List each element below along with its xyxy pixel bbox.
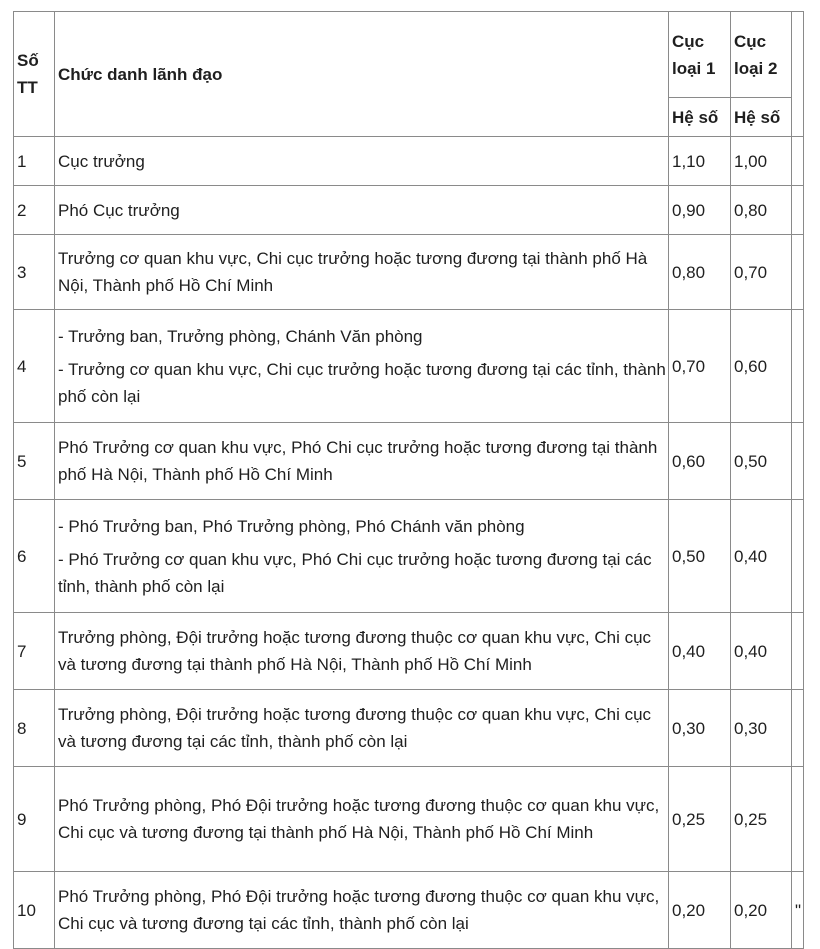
title-line: Trưởng cơ quan khu vực, Chi cục trưởng hoặc tương đương tại thành phố Hà Nội, Thành phố Hồ Chí Minh: [58, 249, 648, 295]
header-stt: Số TT: [14, 12, 55, 137]
row-number: 8: [14, 690, 55, 767]
title-line: - Phó Trưởng ban, Phó Trưởng phòng, Phó Chánh văn phòng: [58, 516, 525, 536]
row-number: 2: [14, 186, 55, 235]
header-cuc-loai-1: Cục loại 1: [669, 12, 731, 98]
coefficient-loai-2: 0,70: [731, 235, 792, 310]
row-extra: [792, 613, 804, 690]
coefficient-loai-2: 0,40: [731, 500, 792, 613]
row-number: 1: [14, 137, 55, 186]
title-line: Phó Trưởng phòng, Phó Đội trưởng hoặc tương đương thuộc cơ quan khu vực, Chi cục và tương đương tại thành phố Hà Nội, Thành phố Hồ Chí Minh: [58, 796, 660, 842]
header-cuc-loai-2: Cục loại 2: [731, 12, 792, 98]
row-title: [55, 186, 669, 235]
coefficient-loai-1: 0,70: [669, 310, 731, 423]
row-title: [55, 235, 669, 310]
table-row: [14, 872, 804, 949]
table-row: [14, 500, 804, 613]
header-extra: [792, 12, 804, 137]
coefficient-loai-1: 0,40: [669, 613, 731, 690]
row-number: 3: [14, 235, 55, 310]
row-title: [55, 500, 669, 613]
title-line: Trưởng phòng, Đội trưởng hoặc tương đương thuộc cơ quan khu vực, Chi cục và tương đương tại thành phố Hà Nội, Thành phố Hồ Chí Minh: [58, 628, 652, 674]
title-line: Cục trưởng: [58, 151, 145, 171]
row-number: 5: [14, 423, 55, 500]
header-he-so-1: Hệ số: [669, 98, 731, 137]
row-extra: [792, 423, 804, 500]
title-line: - Trưởng cơ quan khu vực, Chi cục trưởng hoặc tương đương tại các tỉnh, thành phố còn lại: [58, 359, 666, 406]
header-row: [14, 12, 804, 98]
coefficient-loai-1: 0,20: [669, 872, 731, 949]
row-extra: [792, 235, 804, 310]
title-line: - Trưởng ban, Trưởng phòng, Chánh Văn phòng: [58, 326, 423, 346]
coefficient-loai-1: 0,60: [669, 423, 731, 500]
row-number: 6: [14, 500, 55, 613]
row-extra: [792, 767, 804, 872]
row-extra: [792, 500, 804, 613]
row-number: 9: [14, 767, 55, 872]
row-title: [55, 613, 669, 690]
coefficient-loai-2: 0,20: [731, 872, 792, 949]
row-extra: ": [792, 872, 804, 949]
table-row: [14, 613, 804, 690]
coefficient-table: [13, 11, 804, 949]
row-title: [55, 872, 669, 949]
row-number: 10: [14, 872, 55, 949]
coefficient-loai-2: 0,50: [731, 423, 792, 500]
row-extra: [792, 690, 804, 767]
title-line: Phó Trưởng cơ quan khu vực, Phó Chi cục trưởng hoặc tương đương tại thành phố Hà Nội, Thành phố Hồ Chí Minh: [58, 438, 658, 484]
row-number: 7: [14, 613, 55, 690]
coefficient-loai-1: 0,90: [669, 186, 731, 235]
row-extra: [792, 137, 804, 186]
row-extra: [792, 310, 804, 423]
row-title: [55, 137, 669, 186]
header-title: Chức danh lãnh đạo: [55, 12, 669, 137]
coefficient-loai-1: 0,50: [669, 500, 731, 613]
title-line: - Phó Trưởng cơ quan khu vực, Phó Chi cục trưởng hoặc tương đương tại các tỉnh, thành phố còn lại: [58, 549, 652, 596]
table-row: [14, 423, 804, 500]
table-row: [14, 690, 804, 767]
row-title: [55, 310, 669, 423]
header-he-so-2: Hệ số: [731, 98, 792, 137]
row-title: [55, 423, 669, 500]
coefficient-loai-2: 1,00: [731, 137, 792, 186]
table-row: [14, 310, 804, 423]
row-number: 4: [14, 310, 55, 423]
coefficient-loai-1: 0,30: [669, 690, 731, 767]
coefficient-loai-2: 0,80: [731, 186, 792, 235]
table-row: [14, 235, 804, 310]
coefficient-loai-2: 0,60: [731, 310, 792, 423]
coefficient-loai-2: 0,30: [731, 690, 792, 767]
title-line: Trưởng phòng, Đội trưởng hoặc tương đương thuộc cơ quan khu vực, Chi cục và tương đương tại các tỉnh, thành phố còn lại: [58, 705, 652, 751]
title-line: Phó Trưởng phòng, Phó Đội trưởng hoặc tương đương thuộc cơ quan khu vực, Chi cục và tương đương tại các tỉnh, thành phố còn lại: [58, 887, 660, 933]
table-body: [14, 137, 804, 949]
title-line: Phó Cục trưởng: [58, 200, 180, 220]
coefficient-loai-1: 1,10: [669, 137, 731, 186]
coefficient-loai-2: 0,40: [731, 613, 792, 690]
coefficient-loai-1: 0,25: [669, 767, 731, 872]
coefficient-loai-1: 0,80: [669, 235, 731, 310]
coefficient-loai-2: 0,25: [731, 767, 792, 872]
table-row: [14, 767, 804, 872]
table-row: [14, 186, 804, 235]
row-title: [55, 690, 669, 767]
row-extra: [792, 186, 804, 235]
row-title: [55, 767, 669, 872]
table-row: [14, 137, 804, 186]
